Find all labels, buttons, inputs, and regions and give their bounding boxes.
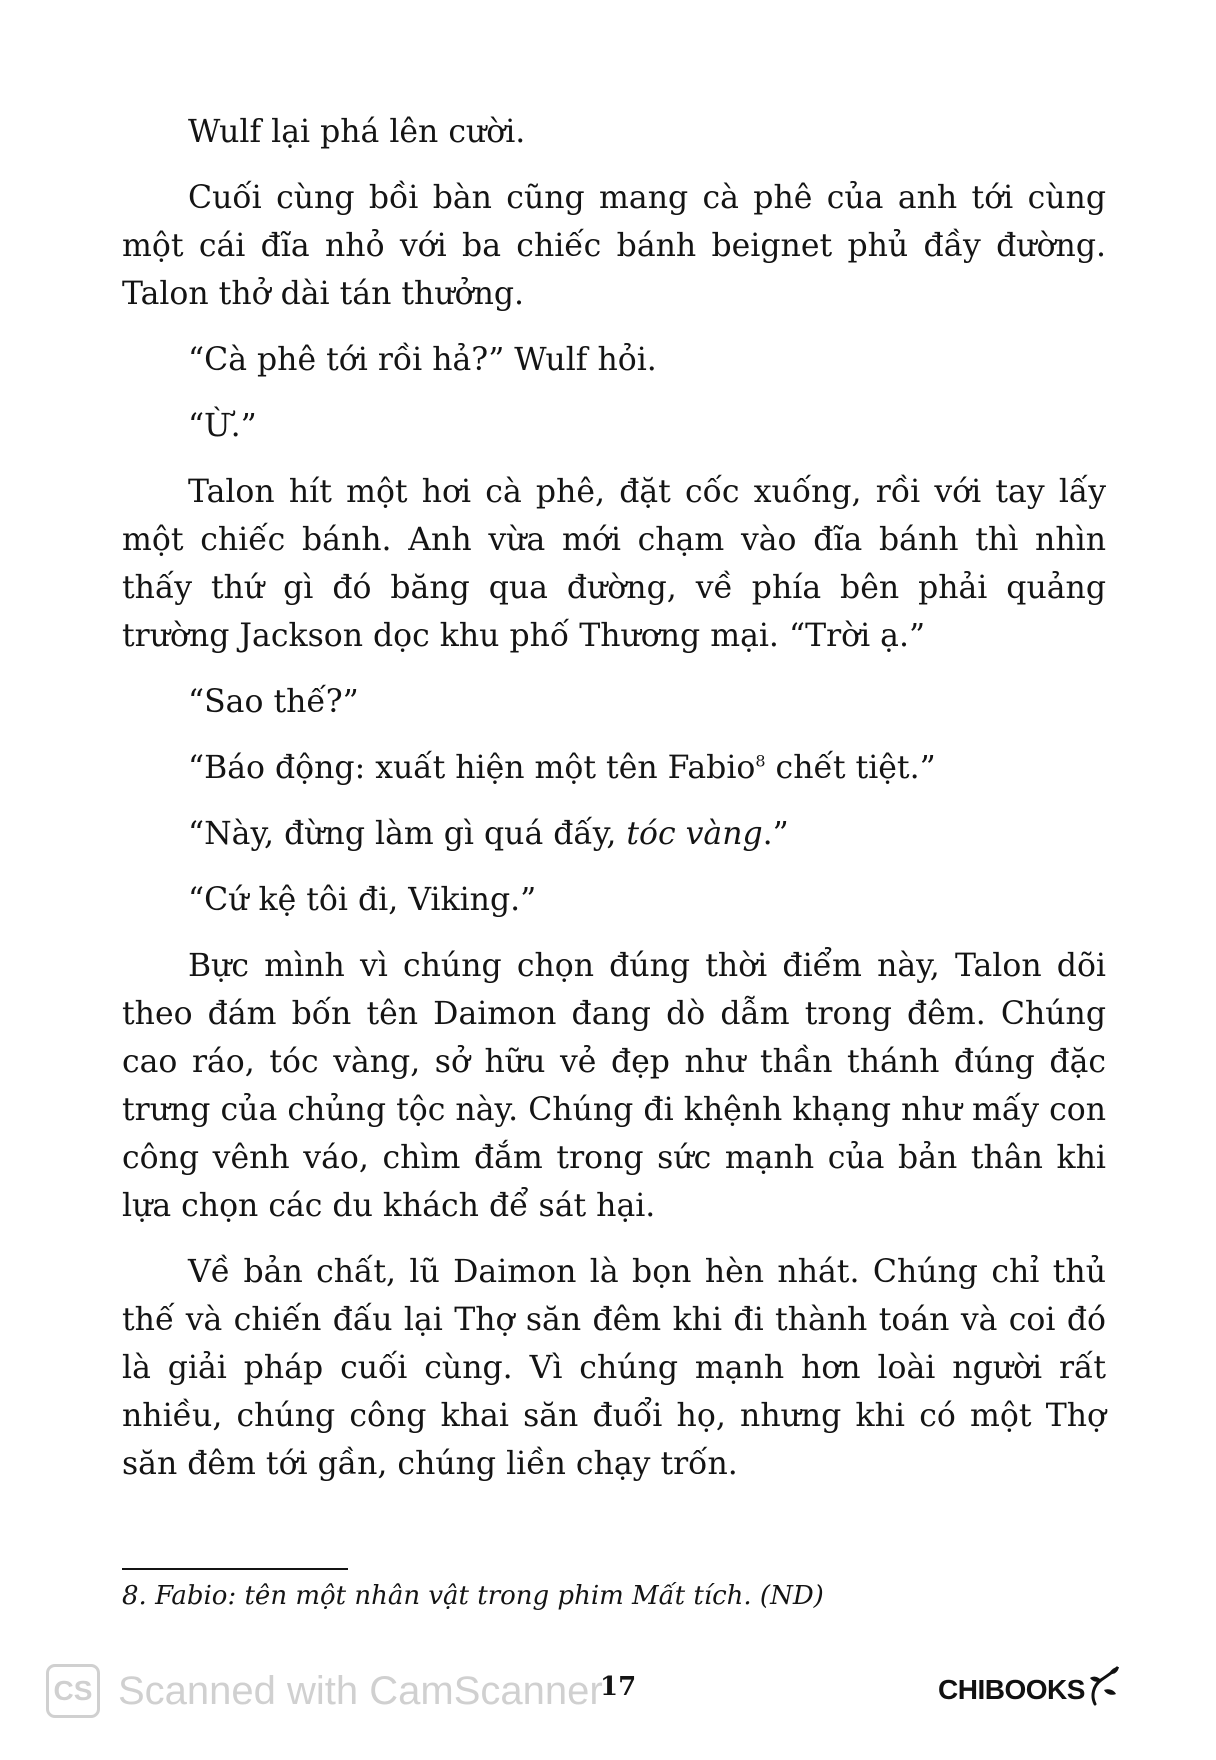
publisher-logo: [938, 1666, 1121, 1706]
publisher-name: CHIBOOKS: [938, 1674, 1085, 1705]
paragraph: “Sao thế?”: [188, 684, 359, 720]
paragraph: Bực mình vì chúng chọn đúng thời điểm này, Talon dõi theo đám bốn tên Daimon đang dò dẫm trong đêm. Chúng cao ráo, tóc vàng, sở hữu vẻ đẹp như thần thánh đúng đặc trưng của chủng tộc này. Chúng đi khệnh khạng như mấy con công vênh váo, chìm đắm trong sức mạnh của bản thân khi lựa chọn các du khách để sát hại.: [122, 948, 1106, 1224]
paragraph-text: “Báo động: xuất hiện một tên Fabio: [188, 750, 756, 786]
footnote: 8. Fabio: tên một nhân vật trong phim Mất tích. (ND): [122, 1581, 824, 1611]
paragraph: “Ừ.”: [188, 408, 257, 444]
paragraph-text: .”: [762, 816, 789, 852]
scanner-watermark: [46, 1662, 603, 1720]
paragraph: Cuối cùng bồi bàn cũng mang cà phê của anh tới cùng một cái đĩa nhỏ với ba chiếc bánh beignet phủ đầy đường. Talon thở dài tán thưởng.: [122, 180, 1106, 312]
paragraph: [122, 744, 1106, 792]
paragraph-text: “Này, đừng làm gì quá đấy,: [188, 816, 627, 852]
chibooks-leaf-icon: [1087, 1666, 1121, 1706]
page-number: 17: [600, 1672, 637, 1702]
paragraph: Về bản chất, lũ Daimon là bọn hèn nhát. Chúng chỉ thủ thế và chiến đấu lại Thợ săn đêm khi đi thành toán và coi đó là giải pháp cuối cùng. Vì chúng mạnh hơn loài người rất nhiều, chúng công khai săn đuổi họ, nhưng khi có một Thợ săn đêm tới gần, chúng liền chạy trốn.: [122, 1254, 1106, 1482]
paragraph: Talon hít một hơi cà phê, đặt cốc xuống, rồi với tay lấy một chiếc bánh. Anh vừa mới chạm vào đĩa bánh thì nhìn thấy thứ gì đó băng qua đường, về phía bên phải quảng trường Jackson dọc khu phố Thương mại. “Trời ạ.”: [122, 474, 1106, 654]
paragraph: [122, 810, 1106, 858]
camscanner-logo-icon: CS: [46, 1664, 100, 1718]
paragraph: “Cứ kệ tôi đi, Viking.”: [188, 882, 537, 918]
italic-text: tóc vàng: [626, 816, 763, 852]
footnote-reference: 8: [755, 751, 766, 771]
paragraph: Wulf lại phá lên cười.: [188, 114, 526, 150]
footnote-divider: [122, 1568, 348, 1570]
paragraph: “Cà phê tới rồi hả?” Wulf hỏi.: [188, 342, 657, 378]
body-text: [122, 108, 1106, 1506]
watermark-text: Scanned with CamScanner: [118, 1668, 603, 1713]
paragraph-text: chết tiệt.”: [765, 750, 936, 786]
